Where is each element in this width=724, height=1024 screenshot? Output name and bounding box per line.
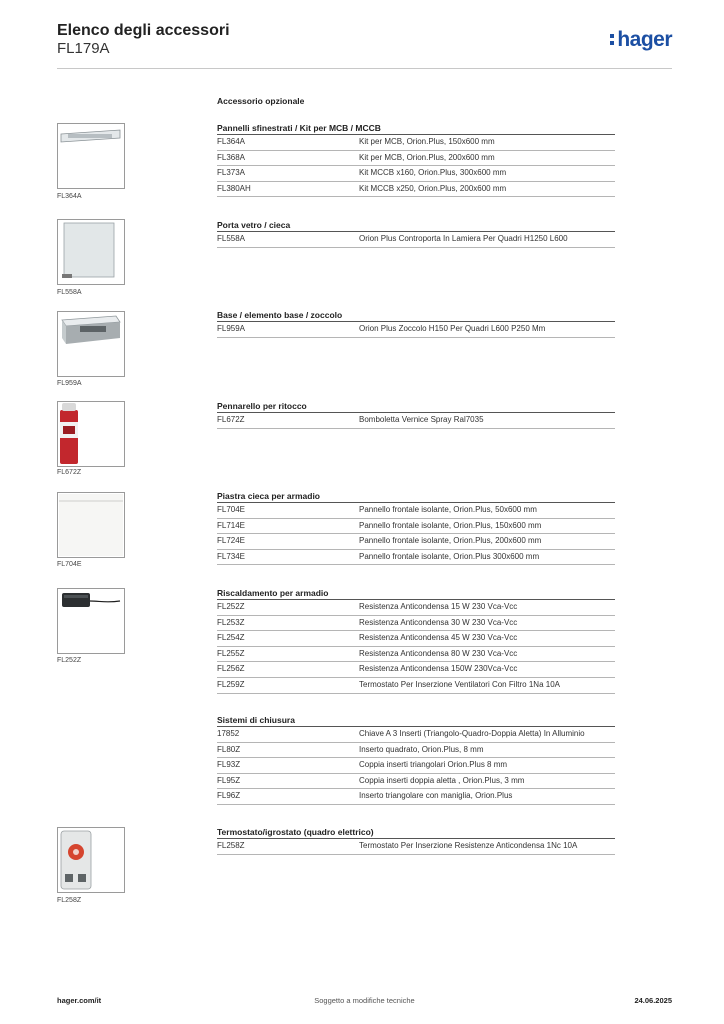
product-image-fl364a xyxy=(57,123,125,189)
article-description: Kit per MCB, Orion.Plus, 200x600 mm xyxy=(359,152,495,162)
article-description: Orion Plus Zoccolo H150 Per Quadri L600 P250 Mm xyxy=(359,324,546,333)
article-code: FL95Z xyxy=(217,775,241,785)
article-description: Termostato Per Inserzione Ventilatori Con Filtro 1Na 10A xyxy=(359,679,560,689)
article-description: Resistenza Anticondensa 150W 230Vca-Vcc xyxy=(359,664,518,674)
article-code: FL93Z xyxy=(217,760,241,770)
spray-can-icon xyxy=(58,402,124,466)
table-row xyxy=(217,151,615,167)
table-row xyxy=(217,519,615,535)
article-code: FL258Z xyxy=(217,841,245,850)
article-description: Bomboletta Vernice Spray Ral7035 xyxy=(359,415,484,424)
table-row xyxy=(217,413,615,429)
article-code: 17852 xyxy=(217,729,240,738)
image-label: FL364A xyxy=(57,193,82,200)
document-date: 24.06.2025 xyxy=(634,996,672,1005)
accessory-group xyxy=(217,714,615,805)
image-label: FL558A xyxy=(57,289,82,296)
article-code: FL373A xyxy=(217,168,246,178)
article-description: Chiave A 3 Inserti (Triangolo-Quadro-Doppia Aletta) In Alluminio xyxy=(359,729,585,738)
image-label: FL704E xyxy=(57,561,82,568)
article-code: FL380AH xyxy=(217,183,251,193)
group-title: Base / elemento base / zoccolo xyxy=(217,309,615,322)
group-title: Pennarello per ritocco xyxy=(217,400,615,413)
product-image-fl704e xyxy=(57,492,125,558)
article-code: FL959A xyxy=(217,324,246,333)
article-code: FL368A xyxy=(217,152,246,162)
image-label: FL959A xyxy=(57,380,82,387)
product-image-fl258z xyxy=(57,827,125,893)
article-code: FL256Z xyxy=(217,664,245,674)
article-code: FL253Z xyxy=(217,617,245,627)
table-row xyxy=(217,166,615,182)
table-row xyxy=(217,182,615,198)
product-image-fl959a xyxy=(57,311,125,377)
accessory-group xyxy=(217,826,615,855)
article-description: Pannello frontale isolante, Orion.Plus 300x600 mm xyxy=(359,551,540,561)
article-code: FL724E xyxy=(217,536,246,546)
accessory-group xyxy=(217,400,615,429)
article-code: FL364A xyxy=(217,137,246,146)
group-title: Pannelli sfinestrati / Kit per MCB / MCCB xyxy=(217,122,615,135)
article-description: Pannello frontale isolante, Orion.Plus, 200x600 mm xyxy=(359,536,542,546)
table-row xyxy=(217,662,615,678)
article-code: FL254Z xyxy=(217,633,245,643)
table-row xyxy=(217,534,615,550)
article-description: Resistenza Anticondensa 30 W 230 Vca-Vcc xyxy=(359,617,518,627)
table-row xyxy=(217,232,615,248)
page-title: Elenco degli accessori xyxy=(57,22,230,39)
article-description: Coppia inserti triangolari Orion.Plus 8 mm xyxy=(359,760,508,770)
group-title: Riscaldamento per armadio xyxy=(217,587,615,600)
article-description: Kit MCCB x250, Orion.Plus, 200x600 mm xyxy=(359,183,507,193)
group-title: Termostato/igrostato (quadro elettrico) xyxy=(217,826,615,839)
image-label: FL258Z xyxy=(57,897,82,904)
table-row xyxy=(217,727,615,743)
website-link[interactable]: hager.com/it xyxy=(57,996,102,1005)
disclaimer-text: Soggetto a modifiche tecniche xyxy=(314,996,415,1005)
heater-resistor-icon xyxy=(58,589,124,653)
article-code: FL96Z xyxy=(217,791,241,801)
blank-front-panel-icon xyxy=(58,493,124,557)
table-row xyxy=(217,647,615,663)
page-footer xyxy=(57,996,672,1010)
article-description: Resistenza Anticondensa 80 W 230 Vca-Vcc xyxy=(359,648,518,658)
article-code: FL259Z xyxy=(217,679,245,689)
table-row xyxy=(217,631,615,647)
thermostat-icon xyxy=(58,828,124,892)
table-row xyxy=(217,743,615,759)
image-label: FL672Z xyxy=(57,469,82,476)
article-description: Kit MCCB x160, Orion.Plus, 300x600 mm xyxy=(359,168,507,178)
article-code: FL255Z xyxy=(217,648,245,658)
article-description: Inserto quadrato, Orion.Plus, 8 mm xyxy=(359,744,484,754)
group-title: Sistemi di chiusura xyxy=(217,714,615,727)
table-row xyxy=(217,678,615,694)
accessory-group xyxy=(217,309,615,338)
group-title: Porta vetro / cieca xyxy=(217,219,615,232)
table-row xyxy=(217,774,615,790)
article-description: Pannello frontale isolante, Orion.Plus, 50x600 mm xyxy=(359,505,537,514)
table-row xyxy=(217,616,615,632)
accessory-group xyxy=(217,587,615,694)
table-row xyxy=(217,135,615,151)
product-image-fl558a xyxy=(57,219,125,285)
article-code: FL734E xyxy=(217,551,246,561)
table-row xyxy=(217,839,615,855)
table-row xyxy=(217,758,615,774)
article-description: Termostato Per Inserzione Resistenze Anticondensa 1Nc 10A xyxy=(359,841,578,850)
table-row xyxy=(217,600,615,616)
door-panel-icon xyxy=(58,220,124,284)
article-code: FL714E xyxy=(217,520,246,530)
article-code: FL252Z xyxy=(217,602,245,611)
accessory-group xyxy=(217,219,615,248)
article-code: FL704E xyxy=(217,505,246,514)
article-code: FL558A xyxy=(217,234,246,243)
table-row xyxy=(217,322,615,338)
image-label: FL252Z xyxy=(57,657,82,664)
article-description: Orion Plus Controporta In Lamiera Per Quadri H1250 L600 xyxy=(359,234,568,243)
accessory-group xyxy=(217,122,615,197)
mcb-kit-panel-icon xyxy=(58,124,124,188)
article-description: Inserto triangolare con maniglia, Orion.Plus xyxy=(359,791,513,801)
hager-logo xyxy=(610,28,672,52)
section-heading: Accessorio opzionale xyxy=(217,96,305,106)
product-image-fl672z xyxy=(57,401,125,467)
product-image-fl252z xyxy=(57,588,125,654)
page-header xyxy=(57,22,672,69)
table-row xyxy=(217,789,615,805)
page-subtitle: FL179A xyxy=(57,40,110,57)
article-description: Resistenza Anticondensa 15 W 230 Vca-Vcc xyxy=(359,602,518,611)
article-description: Kit per MCB, Orion.Plus, 150x600 mm xyxy=(359,137,495,146)
logo-dots-icon xyxy=(610,34,616,48)
table-row xyxy=(217,503,615,519)
accessory-group xyxy=(217,490,615,565)
article-code: FL672Z xyxy=(217,415,245,424)
group-title: Piastra cieca per armadio xyxy=(217,490,615,503)
table-row xyxy=(217,550,615,566)
plinth-base-icon xyxy=(58,312,124,376)
logo-text: hager xyxy=(617,28,672,51)
article-code: FL80Z xyxy=(217,744,241,754)
article-description: Resistenza Anticondensa 45 W 230 Vca-Vcc xyxy=(359,633,518,643)
article-description: Coppia inserti doppia aletta , Orion.Plus, 3 mm xyxy=(359,775,525,785)
article-description: Pannello frontale isolante, Orion.Plus, 150x600 mm xyxy=(359,520,542,530)
